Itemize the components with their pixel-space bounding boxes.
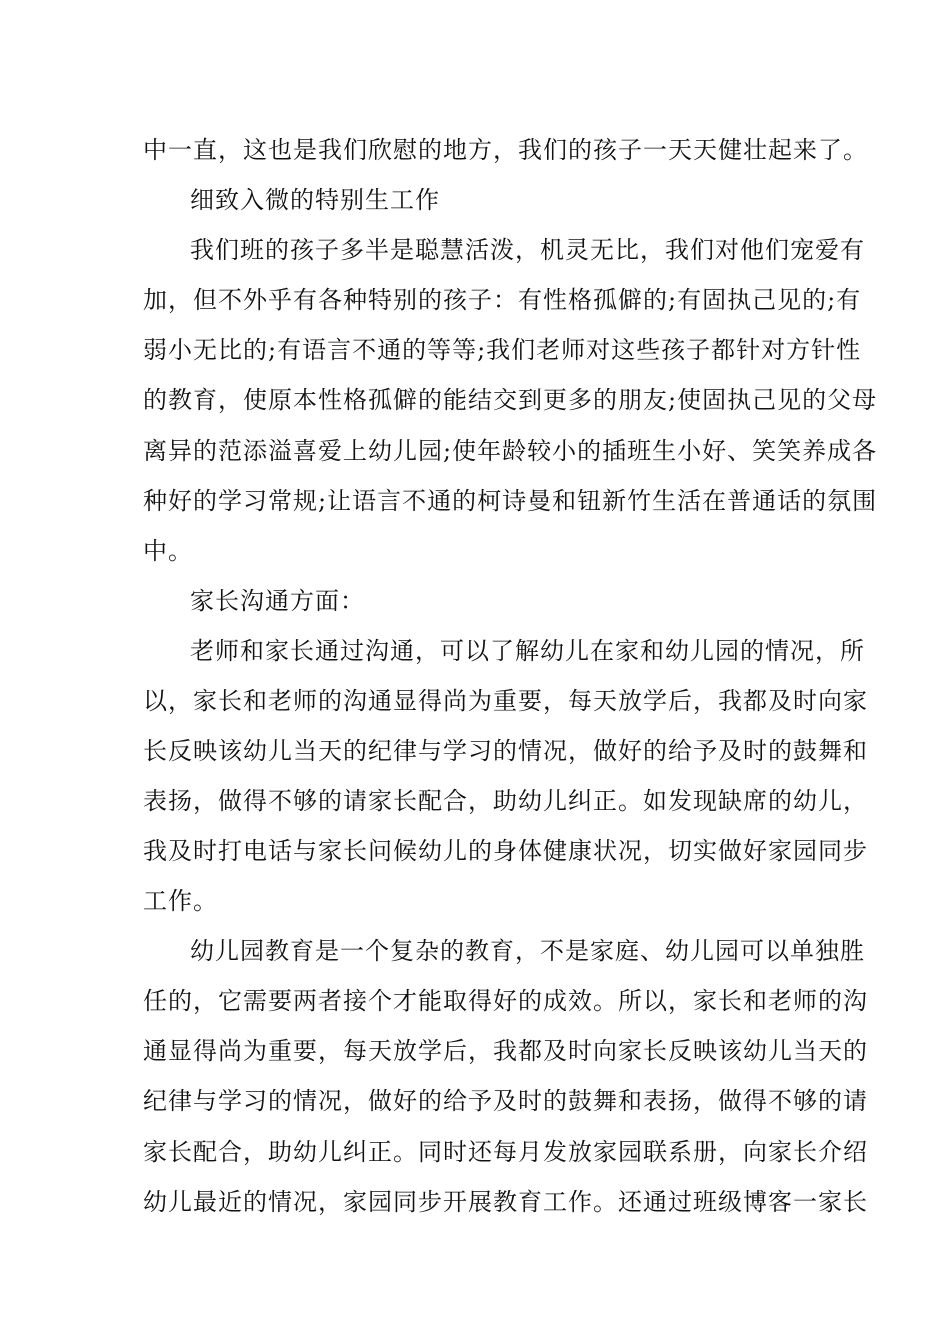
text-line: 工作。 [143, 887, 218, 915]
text-line: 幼儿园教育是一个复杂的教育，不是家庭、幼儿园可以单独胜 [190, 937, 865, 965]
text-line: 任的，它需要两者接个才能取得好的成效。所以，家长和老师的沟 [143, 987, 868, 1015]
text-line: 弱小无比的;有语言不通的等等;我们老师对这些孩子都针对方针性 [143, 336, 862, 364]
text-line: 家长配合，助幼儿纠正。同时还每月发放家园联系册，向家长介绍 [143, 1138, 868, 1166]
text-line: 中一直，这也是我们欣慰的地方，我们的孩子一天天健壮起来了。 [143, 136, 868, 164]
text-line: 加，但不外乎有各种特别的孩子：有性格孤僻的;有固执己见的;有 [143, 286, 862, 314]
text-line: 的教育，使原本性格孤僻的能结交到更多的朋友;使固执己见的父母 [143, 386, 878, 414]
section-heading: 细致入微的特别生工作 [190, 186, 440, 214]
text-line: 我及时打电话与家长问候幼儿的身体健康状况，切实做好家园同步 [143, 837, 868, 865]
text-line: 种好的学习常规;让语言不通的柯诗曼和钮新竹生活在普通话的氛围 [143, 487, 878, 515]
text-line: 我们班的孩子多半是聪慧活泼，机灵无比，我们对他们宠爱有 [190, 236, 865, 264]
text-line: 长反映该幼儿当天的纪律与学习的情况，做好的给予及时的鼓舞和 [143, 737, 868, 765]
text-line: 通显得尚为重要，每天放学后，我都及时向家长反映该幼儿当天的 [143, 1037, 868, 1065]
text-line: 老师和家长通过沟通，可以了解幼儿在家和幼儿园的情况，所 [190, 637, 865, 665]
text-line: 幼儿最近的情况，家园同步开展教育工作。还通过班级博客一家长 [143, 1188, 868, 1216]
text-line: 离异的范添溢喜爱上幼儿园;使年龄较小的插班生小好、笑笑养成各 [143, 437, 878, 465]
text-line: 以，家长和老师的沟通显得尚为重要，每天放学后，我都及时向家 [143, 687, 868, 715]
section-heading: 家长沟通方面： [190, 587, 365, 615]
text-line: 纪律与学习的情况，做好的给予及时的鼓舞和表扬，做得不够的请 [143, 1087, 868, 1115]
text-line: 表扬，做得不够的请家长配合，助幼儿纠正。如发现缺席的幼儿， [143, 787, 868, 815]
text-line: 中。 [143, 537, 193, 565]
